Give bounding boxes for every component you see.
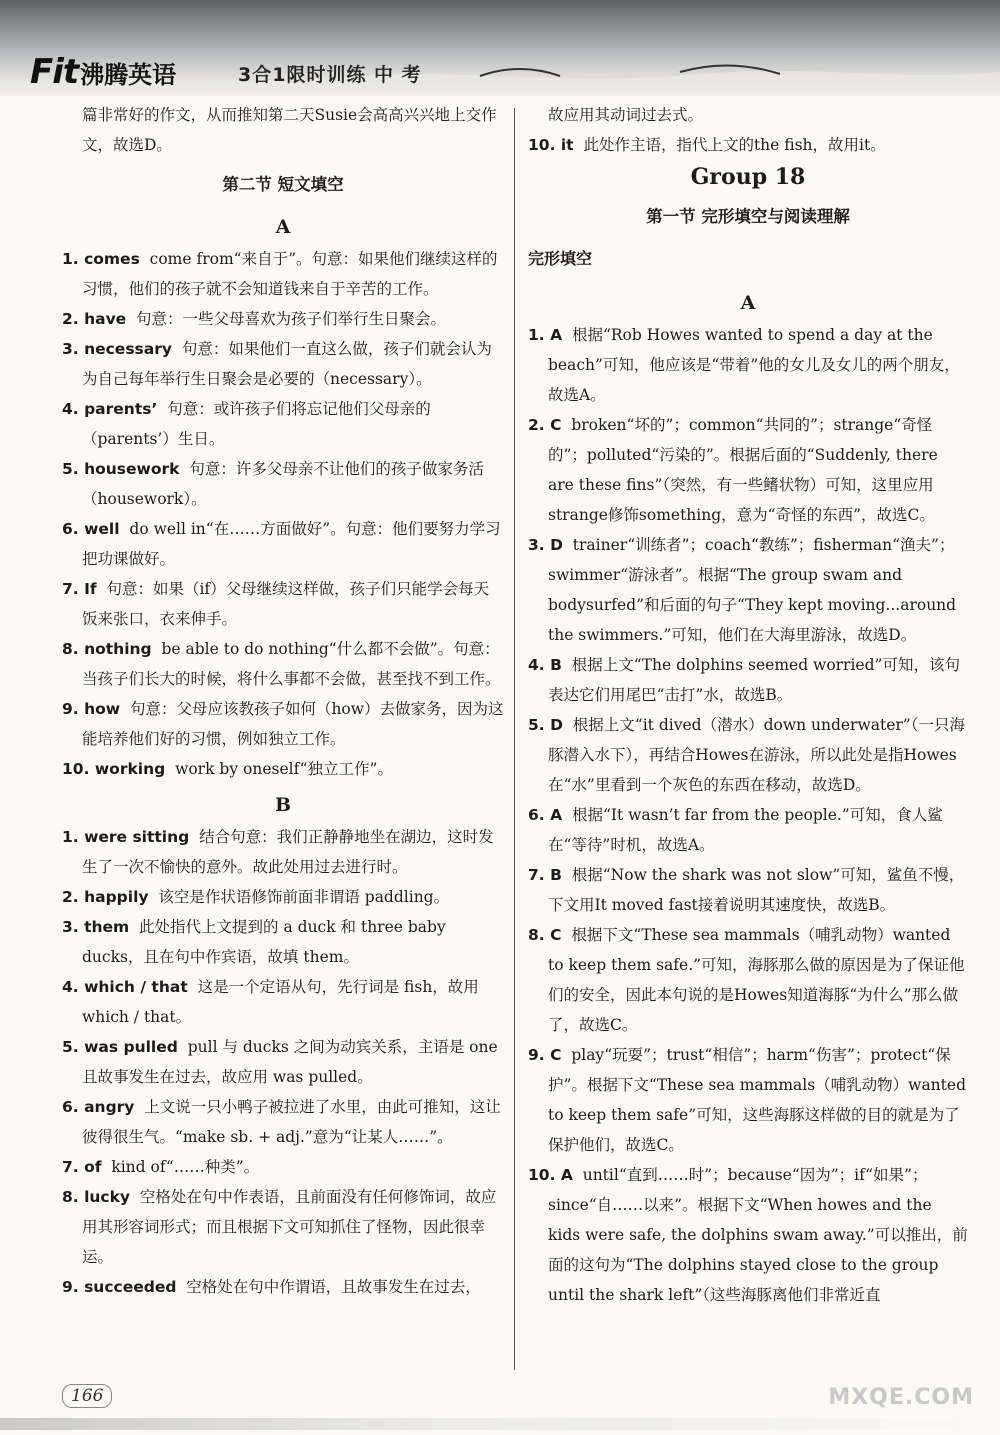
answer-explanation: 此处作主语，指代上文的the fish，故用it。 [583, 136, 886, 154]
answer-key: 2. happily [62, 888, 149, 906]
answer-item [62, 454, 504, 514]
answer-key: 8. nothing [62, 640, 152, 658]
answer-explanation: 根据上文“The dolphins seemed worried”可知，该句表达它们用尾巴“击打”水，故选B。 [548, 656, 960, 704]
answer-explanation: 空格处在句中作谓语，且故事发生在过去， [186, 1278, 481, 1296]
answer-item [62, 574, 504, 634]
answer-key: 5. was pulled [62, 1038, 178, 1056]
answer-item [528, 800, 968, 860]
answer-key: 7. If [62, 580, 97, 598]
answer-explanation: 根据“It wasn’t far from the people.”可知，食人鲨在“等待”时机，故选A。 [548, 806, 943, 854]
column-divider [514, 108, 515, 1370]
answer-key: 3. D [528, 536, 563, 554]
answer-key: 5. housework [62, 460, 180, 478]
right-part-a-title: A [740, 292, 756, 314]
series-title: 3合1限时训练 中 考 [238, 64, 422, 86]
answer-key: 4. parents’ [62, 400, 158, 418]
watermark: MXQE.COM [828, 1385, 974, 1410]
answer-explanation: 根据下文“These sea mammals（哺乳动物）wanted to keep them safe.”可知，海豚那么做的原因是为了保证他们的安全，因此本句说的是Howes知道海豚“为什么”那么做了，故选C。 [548, 926, 965, 1034]
answer-item [62, 334, 504, 394]
answer-item [528, 410, 968, 530]
answer-item [62, 882, 504, 912]
answer-explanation: 上文说一只小鸭子被拉进了水里，由此可推知，这让彼得很生气。“make sb. + adj.”意为“让某人……”。 [82, 1098, 501, 1146]
answer-key: 2. C [528, 416, 562, 434]
answer-key: 1. were sitting [62, 828, 190, 846]
answer-item [528, 920, 968, 1040]
answer-explanation: 结合句意：我们正静静地坐在湖边，这时发生了一次不愉快的意外。故此处用过去进行时。 [82, 828, 494, 876]
answer-key: 5. D [528, 716, 563, 734]
left-column [62, 100, 504, 1302]
answer-explanation: work by oneself“独立工作”。 [175, 760, 393, 778]
answer-item [62, 754, 504, 784]
answer-item [528, 1160, 968, 1310]
answer-item [62, 244, 504, 304]
answer-item [528, 130, 968, 160]
answer-explanation: 根据“Now the shark was not slow”可知，鲨鱼不慢，下文用It moved fast接着说明其速度快，故选B。 [548, 866, 965, 914]
answer-key: 10. it [528, 136, 574, 154]
answer-key: 7. B [528, 866, 562, 884]
answer-key: 8. C [528, 926, 562, 944]
answer-key: 2. have [62, 310, 127, 328]
answer-key: 6. A [528, 806, 563, 824]
answer-explanation: 句意：一些父母喜欢为孩子们举行生日聚会。 [136, 310, 447, 328]
answer-explanation: come from“来自于”。句意：如果他们继续这样的习惯，他们的孩子就不会知道钱来自于辛苦的工作。 [82, 250, 498, 298]
right-column [528, 100, 968, 1310]
answer-item [62, 694, 504, 754]
part-b-list [62, 822, 504, 1302]
right-part-a-list [528, 320, 968, 1310]
answer-key: 8. lucky [62, 1188, 131, 1206]
answer-item [528, 860, 968, 920]
answer-explanation: 根据“Rob Howes wanted to spend a day at the beach”可知，他应该是“带着”他的女儿及女儿的两个朋友，故选A。 [548, 326, 960, 404]
brand-logo [30, 52, 176, 92]
answer-key: 6. angry [62, 1098, 135, 1116]
section-title-left: 第二节 短文填空 [222, 175, 344, 194]
answer-item [528, 650, 968, 710]
answer-explanation: 此处指代上文提到的 a duck 和 three baby ducks，且在句中作宾语，故填 them。 [82, 918, 446, 966]
part-b-title: B [274, 794, 292, 816]
answer-item [62, 1182, 504, 1272]
part-a-list [62, 244, 504, 784]
answer-item [62, 822, 504, 882]
logo-latin: Fit [30, 52, 79, 92]
subsection-title: 完形填空 [528, 249, 593, 268]
answer-explanation: 根据上文“it dived（潜水）down underwater”（一只海豚潜入水下），再结合Howes在游泳，所以此处是指Howes在“水”里看到一个灰色的东西在移动，故选D。 [548, 716, 965, 794]
footer-decoration [0, 1418, 1000, 1430]
answer-explanation: 这是一个定语从句，先行词是 fish，故用 which / that。 [82, 978, 479, 1026]
answer-item [62, 1032, 504, 1092]
answer-item [62, 912, 504, 972]
intro-paragraph: 篇非常好的作文，从而推知第二天Susie会高高兴兴地上交作文，故选D。 [82, 106, 497, 154]
answer-key: 3. necessary [62, 340, 172, 358]
answer-item [62, 394, 504, 454]
answer-explanation: 空格处在句中作表语，且前面没有任何修饰词，故应用其形容词形式；而且根据下文可知抓住了怪物，因此很幸运。 [82, 1188, 497, 1266]
part-a-title: A [275, 216, 291, 238]
answer-explanation: 句意：或许孩子们将忘记他们父母亲的（parents’）生日。 [82, 400, 431, 448]
answer-key: 6. well [62, 520, 120, 538]
answer-explanation: 该空是作状语修饰前面非谓语 paddling。 [158, 888, 450, 906]
answer-item [62, 1272, 504, 1302]
answer-item [62, 304, 504, 334]
answer-item [528, 530, 968, 650]
answer-key: 3. them [62, 918, 130, 936]
group-title: Group 18 [690, 164, 806, 190]
answer-item [62, 1152, 504, 1182]
answer-explanation: 句意：许多父母亲不让他们的孩子做家务活（housework）。 [82, 460, 484, 508]
answer-explanation: be able to do nothing“什么都不会做”。句意：当孩子们长大的时候，将什么事都不会做，甚至找不到工作。 [82, 640, 501, 688]
answer-key: 9. succeeded [62, 1278, 177, 1296]
answer-explanation: do well in“在……方面做好”。句意：他们要努力学习把功课做好。 [82, 520, 501, 568]
answer-explanation: trainer“训练者”；coach“教练”；fisherman“渔夫”；swimmer“游泳者”。根据“The group swam and bodysurfed”和后面的句子“They kept moving...around the swimmers.”可知，他们在大海里游泳，故选D。 [548, 536, 957, 644]
answer-key: 10. working [62, 760, 166, 778]
answer-item [528, 1040, 968, 1160]
answer-key: 1. comes [62, 250, 140, 268]
answer-key: 9. how [62, 700, 121, 718]
section-title-right: 第一节 完形填空与阅读理解 [646, 207, 850, 226]
answer-explanation: 句意：父母应该教孩子如何（how）去做家务，因为这能培养他们好的习惯，例如独立工作。 [82, 700, 504, 748]
answer-item [62, 514, 504, 574]
answer-explanation: broken“坏的”；common“共同的”；strange“奇怪的”；polluted“污染的”。根据后面的“Suddenly, there are these fins”（突然，有一些鳍状物）可知，这里应用strange修饰something，意为“奇怪的东西”，故选C。 [548, 416, 938, 524]
answer-item [62, 1092, 504, 1152]
answer-key: 9. C [528, 1046, 562, 1064]
carry-over-text: 故应用其动词过去式。 [548, 106, 704, 124]
answer-explanation: 句意：如果（if）父母继续这样做，孩子们只能学会每天饭来张口，衣来伸手。 [82, 580, 490, 628]
answer-key: 4. which / that [62, 978, 188, 996]
answer-explanation: 句意：如果他们一直这么做，孩子们就会认为为自己每年举行生日聚会是必要的（necessary）。 [82, 340, 492, 388]
answer-key: 7. of [62, 1158, 102, 1176]
answer-key: 10. A [528, 1166, 573, 1184]
answer-key: 4. B [528, 656, 562, 674]
answer-item [528, 320, 968, 410]
logo-chinese: 沸腾英语 [80, 61, 177, 89]
answer-explanation: pull 与 ducks 之间为动宾关系，主语是 one 且故事发生在过去，故应用 was pulled。 [82, 1038, 498, 1086]
page-number: 166 [62, 1384, 112, 1408]
answer-item [528, 710, 968, 800]
answer-item [62, 634, 504, 694]
answer-explanation: kind of“……种类”。 [111, 1158, 260, 1176]
header-banner [0, 0, 1000, 96]
answer-key: 1. A [528, 326, 563, 344]
answer-item [62, 972, 504, 1032]
answer-explanation: until“直到……时”；because“因为”；if“如果”；since“自……以来”。根据下文“When howes and the kids were safe, the dolphins swam away.”可以推出，前面的这句为“The dolphins stayed close to the group until the shark left”（这些海豚离他们非常近直 [548, 1166, 968, 1304]
answer-explanation: play“玩耍”；trust“相信”；harm“伤害”；protect“保护”。根据下文“These sea mammals（哺乳动物）wanted to keep them safe”可知，这些海豚这样做的目的就是为了保护他们，故选C。 [548, 1046, 966, 1154]
